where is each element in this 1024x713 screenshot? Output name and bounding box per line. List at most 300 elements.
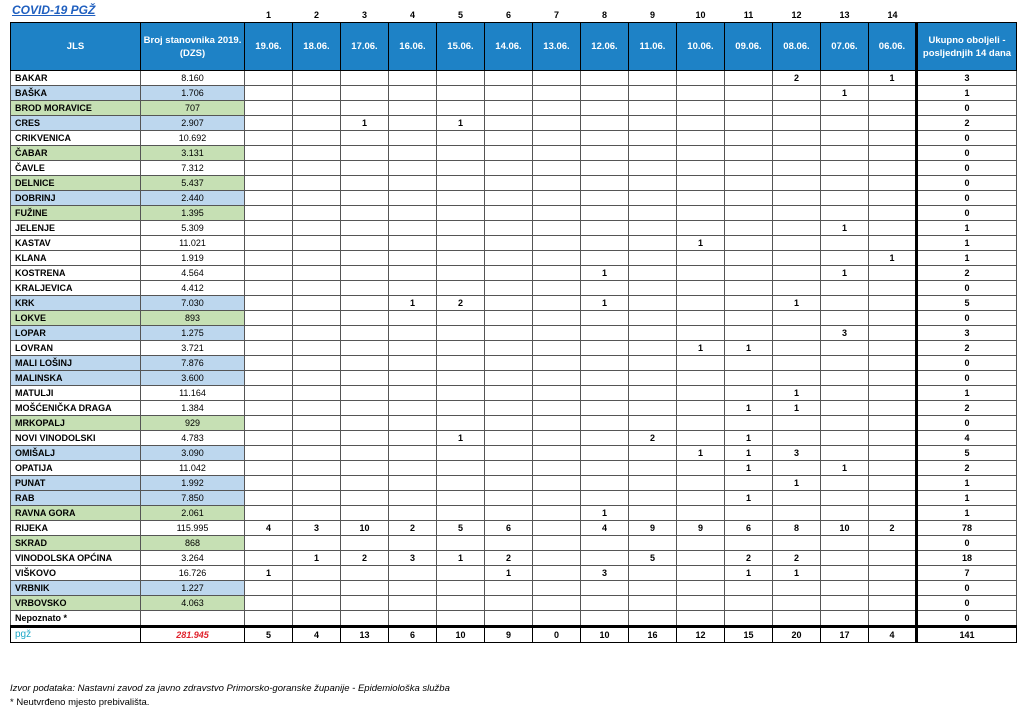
case-count-cell [437,461,485,476]
case-count-cell: 6 [485,521,533,536]
table-row [11,356,1017,371]
case-count-cell [869,161,917,176]
case-count-cell [725,206,773,221]
case-count-cell [293,566,341,581]
case-count-cell: 1 [581,266,629,281]
case-count-cell [437,401,485,416]
case-count-cell [725,176,773,191]
case-count-cell [677,581,725,596]
case-count-cell [533,326,581,341]
case-count-cell [629,191,677,206]
case-count-cell: 2 [629,431,677,446]
case-count-cell [869,236,917,251]
population-value: 1.706 [141,86,245,101]
population-value: 7.850 [141,491,245,506]
case-count-cell [485,536,533,551]
case-count-cell [725,86,773,101]
table-row [11,536,1017,551]
case-count-cell [245,281,293,296]
population-value: 5.309 [141,221,245,236]
population-value: 8.160 [141,71,245,86]
case-count-cell [581,176,629,191]
table-row [11,101,1017,116]
case-count-cell [485,596,533,611]
case-count-cell [533,566,581,581]
case-count-cell [293,71,341,86]
case-count-cell [533,311,581,326]
case-count-cell [821,191,869,206]
municipality-name: VRBNIK [11,581,141,596]
case-count-cell [341,461,389,476]
case-count-cell: 3 [821,326,869,341]
header-date: 11.06. [629,23,677,71]
case-count-cell [437,611,485,627]
case-count-cell [725,596,773,611]
case-count-cell [341,101,389,116]
case-count-cell [533,296,581,311]
case-count-cell [485,176,533,191]
case-count-cell [821,251,869,266]
column-number-spacer [11,8,141,23]
population-value: 1.227 [141,581,245,596]
row-total: 0 [917,281,1017,296]
case-count-cell [629,566,677,581]
case-count-cell [629,386,677,401]
population-value: 1.992 [141,476,245,491]
row-total: 1 [917,221,1017,236]
row-total: 0 [917,101,1017,116]
case-count-cell: 1 [869,251,917,266]
population-value: 3.721 [141,341,245,356]
case-count-cell [869,566,917,581]
case-count-cell: 1 [437,431,485,446]
population-value: 1.919 [141,251,245,266]
municipality-name: NOVI VINODOLSKI [11,431,141,446]
municipality-name: PUNAT [11,476,141,491]
case-count-cell [725,146,773,161]
case-count-cell [437,491,485,506]
case-count-cell [869,266,917,281]
municipality-name: KRALJEVICA [11,281,141,296]
municipality-name: KRK [11,296,141,311]
case-count-cell [629,326,677,341]
row-total: 18 [917,551,1017,566]
case-count-cell [677,386,725,401]
case-count-cell: 1 [725,431,773,446]
case-count-cell [293,581,341,596]
daily-total: 12 [677,627,725,643]
case-count-cell [677,356,725,371]
case-count-cell [341,311,389,326]
case-count-cell [629,476,677,491]
municipality-name: RAVNA GORA [11,506,141,521]
case-count-cell [485,236,533,251]
population-value: 1.275 [141,326,245,341]
case-count-cell [389,581,437,596]
case-count-cell [581,446,629,461]
case-count-cell [293,146,341,161]
case-count-cell [533,581,581,596]
table-row [11,341,1017,356]
column-number: 7 [553,10,559,20]
case-count-cell [869,191,917,206]
case-count-cell [725,71,773,86]
case-count-cell [869,581,917,596]
case-count-cell [629,296,677,311]
population-value: 1.384 [141,401,245,416]
case-count-cell [821,71,869,86]
case-count-cell [773,326,821,341]
case-count-cell [485,296,533,311]
case-count-cell [341,131,389,146]
case-count-cell [437,371,485,386]
case-count-cell [437,176,485,191]
case-count-cell [389,596,437,611]
case-count-cell: 1 [773,566,821,581]
case-count-cell [533,71,581,86]
municipality-name: DELNICE [11,176,141,191]
case-count-cell [533,476,581,491]
case-count-cell [725,356,773,371]
case-count-cell [629,401,677,416]
case-count-cell [725,386,773,401]
case-count-cell [389,116,437,131]
case-count-cell [677,551,725,566]
table-row [11,131,1017,146]
case-count-cell [677,431,725,446]
daily-total: 17 [821,627,869,643]
case-count-cell: 1 [437,116,485,131]
column-number: 8 [601,10,607,20]
table-row [11,311,1017,326]
header-jls: JLS [11,23,141,71]
case-count-cell [821,446,869,461]
case-count-cell [389,371,437,386]
case-count-cell [725,101,773,116]
daily-total: 15 [725,627,773,643]
row-total: 0 [917,596,1017,611]
case-count-cell [389,176,437,191]
header-date: 09.06. [725,23,773,71]
case-count-cell [773,221,821,236]
case-count-cell [341,176,389,191]
case-count-cell [581,461,629,476]
table-row [11,551,1017,566]
case-count-cell [725,611,773,627]
case-count-cell [437,281,485,296]
case-count-cell [581,101,629,116]
case-count-cell [293,191,341,206]
case-count-cell [341,491,389,506]
case-count-cell [293,176,341,191]
daily-total: 10 [437,627,485,643]
case-count-cell: 2 [869,521,917,536]
case-count-cell [485,116,533,131]
case-count-cell [869,371,917,386]
case-count-cell [725,536,773,551]
case-count-cell [341,296,389,311]
case-count-cell [581,191,629,206]
table-row [11,416,1017,431]
case-count-cell [533,281,581,296]
case-count-cell [341,356,389,371]
case-count-cell [341,371,389,386]
case-count-cell: 6 [725,521,773,536]
column-number-spacer [917,8,1017,23]
table-row [11,566,1017,581]
case-count-cell [437,596,485,611]
case-count-cell [341,566,389,581]
case-count-cell [533,356,581,371]
case-count-cell [725,416,773,431]
case-count-cell [581,401,629,416]
case-count-cell [581,326,629,341]
case-count-cell [389,206,437,221]
column-number-spacer [141,8,245,23]
case-count-cell: 2 [389,521,437,536]
case-count-cell [773,506,821,521]
case-count-cell [533,431,581,446]
case-count-cell [389,71,437,86]
case-count-cell [437,161,485,176]
case-count-cell [245,326,293,341]
header-date: 13.06. [533,23,581,71]
row-total: 1 [917,236,1017,251]
case-count-cell: 1 [821,86,869,101]
case-count-cell [245,356,293,371]
column-number: 12 [791,10,802,20]
case-count-cell [245,311,293,326]
case-count-cell [821,101,869,116]
case-count-cell [533,101,581,116]
case-count-cell [245,461,293,476]
case-count-cell [677,176,725,191]
column-number: 2 [313,10,319,20]
case-count-cell [341,416,389,431]
population-value: 4.783 [141,431,245,446]
case-count-cell [869,311,917,326]
case-count-cell [677,401,725,416]
case-count-cell [677,566,725,581]
case-count-cell [245,386,293,401]
case-count-cell [725,311,773,326]
case-count-cell [869,341,917,356]
case-count-cell: 1 [821,266,869,281]
row-total: 1 [917,491,1017,506]
table-row [11,371,1017,386]
case-count-cell [485,191,533,206]
population-value: 5.437 [141,176,245,191]
case-count-cell [677,596,725,611]
case-count-cell [389,341,437,356]
daily-total: 0 [533,627,581,643]
case-count-cell [725,251,773,266]
case-count-cell [485,611,533,627]
column-number-row [11,8,1017,23]
daily-total: 4 [293,627,341,643]
case-count-cell [389,221,437,236]
case-count-cell [821,161,869,176]
case-count-cell [773,206,821,221]
table-row [11,521,1017,536]
daily-total: 10 [581,627,629,643]
case-count-cell [245,296,293,311]
case-count-cell [725,581,773,596]
case-count-cell [581,86,629,101]
case-count-cell: 1 [677,341,725,356]
case-count-cell [245,416,293,431]
case-count-cell [293,101,341,116]
case-count-cell [821,476,869,491]
footer-note: * Neutvrđeno mjesto prebivališta. [10,697,150,708]
case-count-cell [773,416,821,431]
case-count-cell [821,386,869,401]
row-total: 0 [917,536,1017,551]
case-count-cell [725,506,773,521]
case-count-cell [581,356,629,371]
case-count-cell [581,311,629,326]
case-count-cell [389,101,437,116]
case-count-cell [533,521,581,536]
case-count-cell [341,536,389,551]
case-count-cell [485,281,533,296]
case-count-cell [245,611,293,627]
case-count-cell [629,146,677,161]
case-count-cell [245,401,293,416]
case-count-cell [629,341,677,356]
case-count-cell [389,491,437,506]
population-value: 2.061 [141,506,245,521]
case-count-cell [581,386,629,401]
case-count-cell: 1 [341,116,389,131]
population-value: 11.164 [141,386,245,401]
case-count-cell [533,371,581,386]
case-count-cell [245,176,293,191]
row-total: 5 [917,446,1017,461]
case-count-cell [533,536,581,551]
case-count-cell [869,506,917,521]
case-count-cell [773,536,821,551]
case-count-cell [821,401,869,416]
case-count-cell: 2 [773,71,821,86]
case-count-cell [485,266,533,281]
case-count-cell [245,371,293,386]
case-count-cell [821,581,869,596]
case-count-cell [293,86,341,101]
case-count-cell [581,596,629,611]
case-count-cell [437,251,485,266]
case-count-cell [293,221,341,236]
case-count-cell [821,491,869,506]
population-value: 2.440 [141,191,245,206]
case-count-cell [869,446,917,461]
municipality-name: MALINSKA [11,371,141,386]
case-count-cell: 1 [869,71,917,86]
case-count-cell [821,611,869,627]
case-count-cell [677,86,725,101]
municipality-name: VINODOLSKA OPĆINA [11,551,141,566]
case-count-cell [581,206,629,221]
header-population: Broj stanovnika 2019. (DZS) [141,23,245,71]
case-count-cell [293,236,341,251]
case-count-cell [581,131,629,146]
column-number: 10 [695,10,706,20]
case-count-cell [341,386,389,401]
case-count-cell [821,551,869,566]
table-row [11,476,1017,491]
municipality-name: LOVRAN [11,341,141,356]
case-count-cell [773,431,821,446]
case-count-cell [437,581,485,596]
case-count-cell [869,401,917,416]
case-count-cell [581,476,629,491]
case-count-cell [677,161,725,176]
case-count-cell [773,491,821,506]
population-total: 281.945 [141,627,245,643]
column-number: 13 [839,10,850,20]
case-count-cell [677,131,725,146]
case-count-cell [677,221,725,236]
case-count-cell: 1 [581,296,629,311]
column-number: 1 [265,10,271,20]
case-count-cell [437,206,485,221]
case-count-cell [629,491,677,506]
case-count-cell [821,371,869,386]
case-count-cell [389,356,437,371]
municipality-name: ČABAR [11,146,141,161]
case-count-cell [389,146,437,161]
municipality-name: RAB [11,491,141,506]
row-total: 5 [917,296,1017,311]
case-count-cell: 1 [725,341,773,356]
case-count-cell [677,296,725,311]
table-row [11,251,1017,266]
case-count-cell [869,356,917,371]
row-total: 1 [917,506,1017,521]
municipality-name: MALI LOŠINJ [11,356,141,371]
case-count-cell [869,296,917,311]
case-count-cell [533,491,581,506]
case-count-cell [341,596,389,611]
table-row [11,206,1017,221]
case-count-cell [581,146,629,161]
case-count-cell [677,71,725,86]
case-count-cell [245,251,293,266]
case-count-cell [725,116,773,131]
case-count-cell [533,461,581,476]
case-count-cell [245,431,293,446]
population-value: 2.907 [141,116,245,131]
row-total: 0 [917,371,1017,386]
case-count-cell [485,371,533,386]
case-count-cell [245,221,293,236]
case-count-cell [245,71,293,86]
case-count-cell [485,71,533,86]
population-value: 1.395 [141,206,245,221]
case-count-cell [245,551,293,566]
case-count-cell [485,221,533,236]
case-count-cell: 2 [725,551,773,566]
case-count-cell [389,476,437,491]
population-value: 929 [141,416,245,431]
case-count-cell [485,146,533,161]
case-count-cell [773,146,821,161]
case-count-cell [677,461,725,476]
header-date: 15.06. [437,23,485,71]
row-total: 0 [917,611,1017,627]
case-count-cell [245,581,293,596]
population-value: 7.030 [141,296,245,311]
